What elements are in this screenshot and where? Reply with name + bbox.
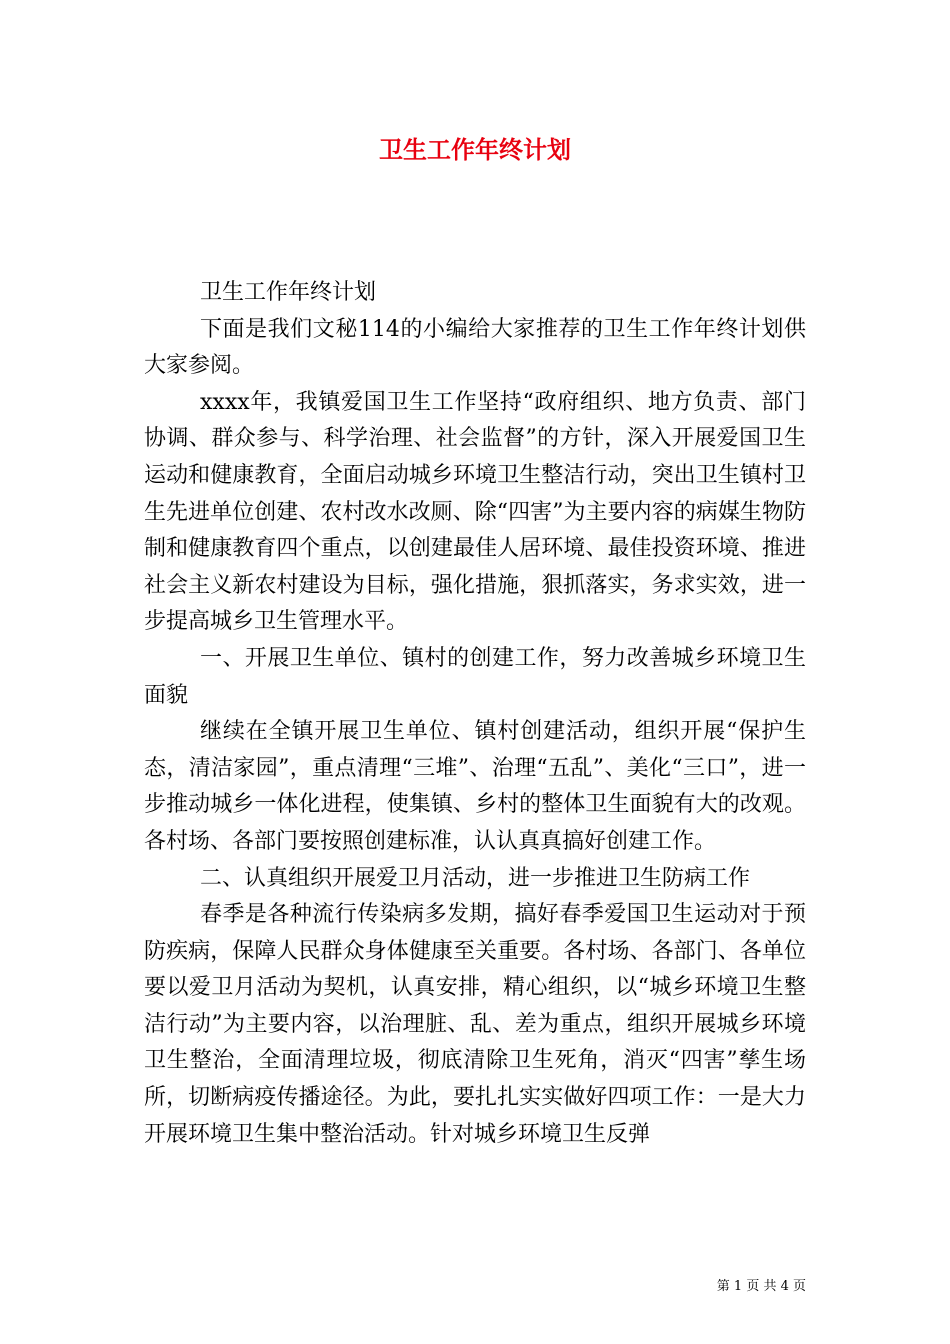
paragraph-intro: 下面是我们文秘114的小编给大家推荐的卫生工作年终计划供大家参阅。 bbox=[144, 316, 806, 379]
section-heading-1: 一、开展卫生单位、镇村的创建工作，努力改善城乡环境卫生面貌 bbox=[144, 645, 806, 708]
paragraph-overview: xxxx年，我镇爱国卫生工作坚持“政府组织、地方负责、部门协调、群众参与、科学治理、社会监督”的方针，深入开展爱国卫生运动和健康教育，全面启动城乡环境卫生整洁行动，突出卫生镇村卫生先进单位创建、农村改水改厕、除“四害”为主要内容的病媒生物防制和健康教育四个重点，以创建最佳人居环境、最佳投资环境、推进社会主义新农村建设为目标，强化措施，狠抓落实，务求实效，进一步提高城乡卫生管理水平。 bbox=[144, 389, 806, 635]
paragraph-heading: 卫生工作年终计划 bbox=[200, 280, 377, 305]
paragraph-section-2: 春季是各种流行传染病多发期，搞好春季爱国卫生运动对于预防疾病，保障人民群众身体健康至关重要。各村场、各部门、各单位要以爱卫月活动为契机，认真安排，精心组织，以“城乡环境卫生整洁行动”为主要内容，以治理脏、乱、差为重点，组织开展城乡环境卫生整治，全面清理垃圾，彻底清除卫生死角，消灭“四害”孳生场所，切断病疫传播途径。为此，要扎扎实实做好四项工作：一是大力开展环境卫生集中整治活动。针对城乡环境卫生反弹 bbox=[144, 902, 806, 1147]
document-title: 卫生工作年终计划 bbox=[379, 136, 571, 164]
page-number-footer: 第 1 页 共 4 页 bbox=[716, 1279, 806, 1294]
paragraph-section-1: 继续在全镇开展卫生单位、镇村创建活动，组织开展“保护生态，清洁家园”，重点清理“三堆”、治理“五乱”、美化“三口”，进一步推动城乡一体化进程，使集镇、乡村的整体卫生面貌有大的改观。各村场、各部门要按照创建标准，认认真真搞好创建工作。 bbox=[144, 719, 806, 854]
document-body bbox=[144, 275, 806, 1153]
section-heading-2: 二、认真组织开展爱卫月活动，进一步推进卫生防病工作 bbox=[200, 865, 751, 891]
